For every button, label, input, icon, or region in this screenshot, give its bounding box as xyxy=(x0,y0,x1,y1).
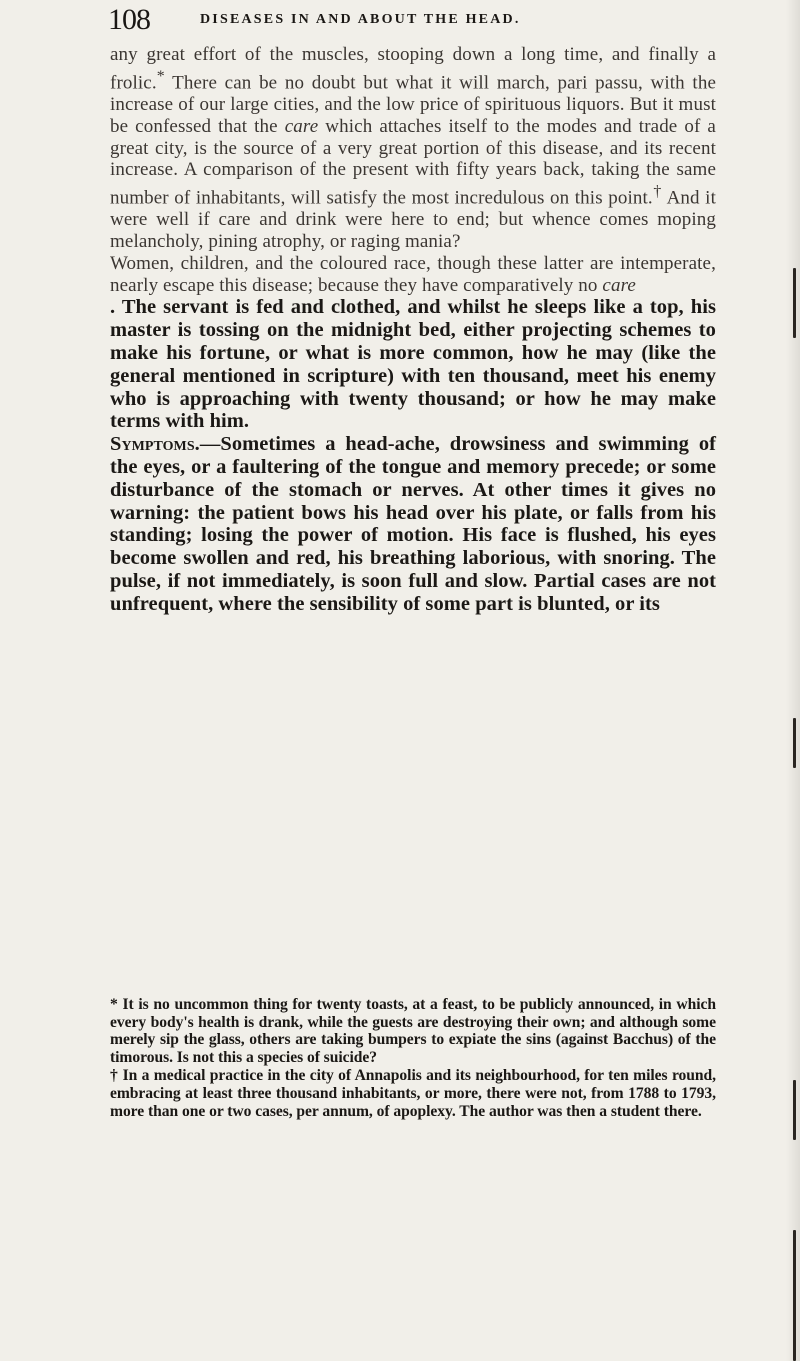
footnote-mark: † xyxy=(110,1067,119,1085)
text-run: any great effort of the muscles, stooping down a long time, and finally a frolic. xyxy=(110,44,716,94)
page-header xyxy=(108,0,720,40)
text-run: And it were well if care and drink were here to end; but whence comes moping melancholy, pining atrophy, or raging mania? xyxy=(110,187,716,253)
running-head: DISEASES IN AND ABOUT THE HEAD. xyxy=(200,12,521,27)
emphasis: care xyxy=(602,274,636,296)
section-heading: Symptoms. xyxy=(110,433,200,456)
text-run: —Sometimes a head-ache, drowsiness and swimming of the eyes, or a faultering of the tongue and memory precede; or some disturbance of the stomach or nerves. At other times it gives no warning: the patient bows his head over his plate, or falls from his standing; losing the power of motion. His face is flushed, his eyes become swollen and red, his breathing laborious, with snoring. The pulse, if not immediately, is soon full and slow. Partial cases are not unfrequent, where the sensibility of some part is blunted, or its xyxy=(110,433,716,615)
footnote-mark: † xyxy=(652,183,663,201)
paragraph-servant xyxy=(110,296,716,433)
emphasis: care xyxy=(284,115,319,137)
footnote-text: It is no uncommon thing for twenty toasts, at a feast, to be publicly announced, in which every body's health is drank, while the guests are destroying their own; and although some merely sip the glass, others are taking bumpers to expiate the sins (against Bacchus) of the timorous. Is not this a species of suicide? xyxy=(110,996,716,1066)
text-run: There can be no doubt but what it will march, pari passu, with the increase of our large cities, and the low price of spirituous liquors. But it must be confessed that the xyxy=(110,72,716,137)
paragraph-causes xyxy=(110,44,716,253)
paragraph-symptoms xyxy=(110,433,716,615)
footnote-1 xyxy=(110,996,716,1066)
footnote-text: In a medical practice in the city of Annapolis and its neighbourhood, for ten miles round, embracing at least three thousand inhabitants, or more, there were not, from 1788 to 1793, more than one or two cases, per annum, of apoplexy. The author was then a student there. xyxy=(110,1067,716,1120)
footnote-mark: * xyxy=(156,67,165,85)
text-run: which attaches itself to the modes and trade of a great city, is the source of a very great portion of this disease, and its recent increase. A comparison of the present with fifty years back, taking the same number of inhabitants, will satisfy the most incredulous on this point. xyxy=(110,115,716,209)
margin-mark xyxy=(793,718,796,768)
footnotes xyxy=(110,996,716,1121)
footnote-2 xyxy=(110,1067,716,1120)
paragraph-women-children xyxy=(110,253,716,297)
page-edge-shadow xyxy=(786,0,800,1361)
page-number: 108 xyxy=(108,3,150,36)
margin-mark xyxy=(793,1080,796,1140)
body-text xyxy=(110,44,716,616)
text-run: Women, children, and the coloured race, though these latter are intemperate, nearly escape this disease; because they have comparatively no xyxy=(110,252,716,296)
margin-mark xyxy=(793,1230,796,1361)
text-run: . The servant is fed and clothed, and whilst he sleeps like a top, his master is tossing on the midnight bed, either projecting schemes to make his fortune, or what is more common, how he may (like the general mentioned in scripture) with ten thousand, meet his enemy who is approaching with twenty thousand; or how he may make terms with him. xyxy=(110,296,716,433)
footnote-mark: * xyxy=(110,996,118,1013)
margin-mark xyxy=(793,268,796,338)
